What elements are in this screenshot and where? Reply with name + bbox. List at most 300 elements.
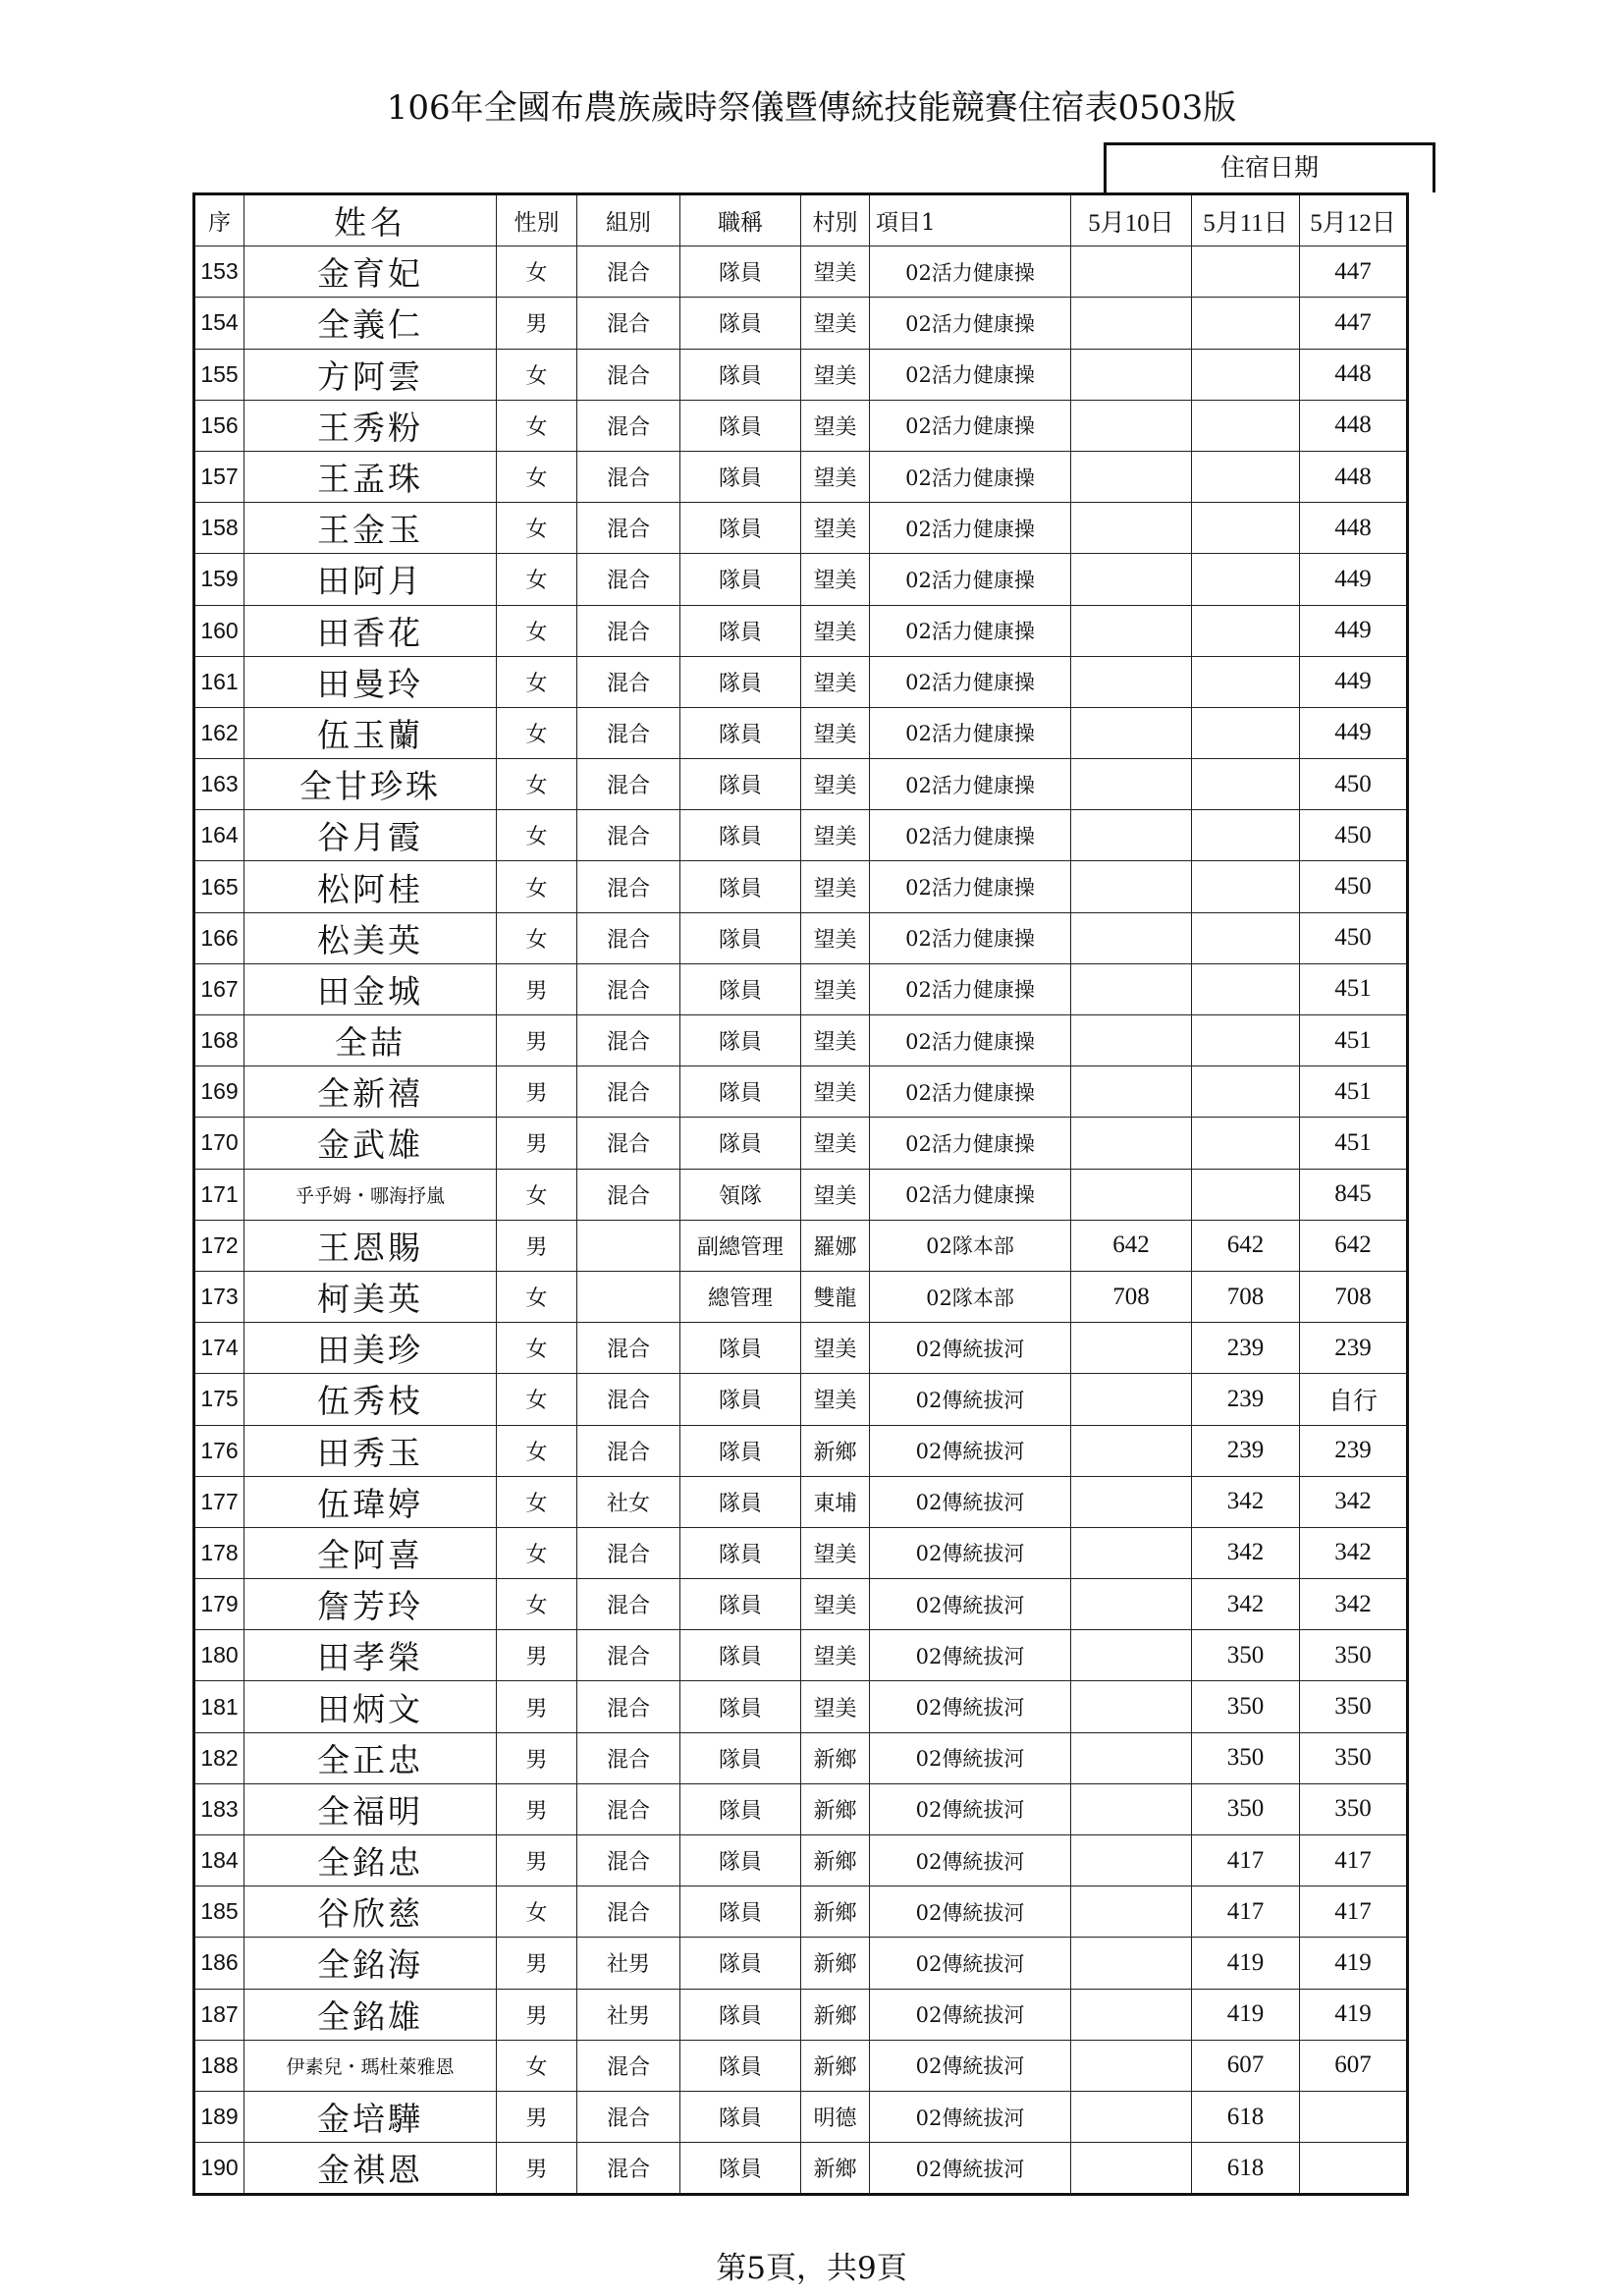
row-gender: 男 bbox=[497, 2091, 577, 2142]
table-row bbox=[194, 1271, 1408, 1322]
row-name: 全正忠 bbox=[244, 1732, 497, 1783]
row-role: 隊員 bbox=[680, 810, 801, 861]
row-group: 混合 bbox=[577, 1732, 680, 1783]
row-gender: 女 bbox=[497, 1579, 577, 1630]
row-village: 望美 bbox=[801, 1630, 870, 1681]
row-village: 望美 bbox=[801, 656, 870, 707]
row-gender: 女 bbox=[497, 1476, 577, 1527]
row-name: 田阿月 bbox=[244, 554, 497, 605]
row-seq: 171 bbox=[194, 1169, 244, 1220]
row-role: 隊員 bbox=[680, 554, 801, 605]
row-role: 隊員 bbox=[680, 246, 801, 298]
col-header-name: 姓名 bbox=[244, 194, 497, 246]
row-group: 混合 bbox=[577, 1425, 680, 1476]
row-may12: 417 bbox=[1300, 1835, 1408, 1886]
row-group: 混合 bbox=[577, 1374, 680, 1425]
row-name: 金育妃 bbox=[244, 246, 497, 298]
row-item: 02傳統拔河 bbox=[870, 1323, 1071, 1374]
table-row bbox=[194, 1066, 1408, 1118]
row-group: 混合 bbox=[577, 451, 680, 502]
row-gender: 男 bbox=[497, 298, 577, 349]
row-group: 混合 bbox=[577, 349, 680, 400]
row-group: 混合 bbox=[577, 1323, 680, 1374]
row-may11: 607 bbox=[1192, 2040, 1300, 2091]
row-may11 bbox=[1192, 963, 1300, 1014]
row-name: 金培驊 bbox=[244, 2091, 497, 2142]
row-may10 bbox=[1071, 1118, 1192, 1169]
row-may10 bbox=[1071, 1989, 1192, 2040]
row-may10 bbox=[1071, 1886, 1192, 1938]
row-may10 bbox=[1071, 1783, 1192, 1834]
row-village: 羅娜 bbox=[801, 1220, 870, 1271]
row-name: 田香花 bbox=[244, 605, 497, 656]
row-gender: 女 bbox=[497, 2040, 577, 2091]
row-village: 雙龍 bbox=[801, 1271, 870, 1322]
row-may10 bbox=[1071, 298, 1192, 349]
row-item: 02活力健康操 bbox=[870, 707, 1071, 758]
row-item: 02活力健康操 bbox=[870, 656, 1071, 707]
table-row bbox=[194, 963, 1408, 1014]
col-header-may10: 5月10日 bbox=[1071, 194, 1192, 246]
row-group: 混合 bbox=[577, 1527, 680, 1578]
row-name: 伍玉蘭 bbox=[244, 707, 497, 758]
row-gender: 女 bbox=[497, 707, 577, 758]
row-item: 02傳統拔河 bbox=[870, 2040, 1071, 2091]
row-may12: 447 bbox=[1300, 246, 1408, 298]
table-row bbox=[194, 1425, 1408, 1476]
row-role: 隊員 bbox=[680, 1579, 801, 1630]
row-may11 bbox=[1192, 246, 1300, 298]
row-gender: 男 bbox=[497, 1835, 577, 1886]
row-item: 02傳統拔河 bbox=[870, 1630, 1071, 1681]
row-group bbox=[577, 1271, 680, 1322]
row-may10 bbox=[1071, 656, 1192, 707]
row-group: 混合 bbox=[577, 1886, 680, 1938]
row-seq: 156 bbox=[194, 400, 244, 451]
row-may11: 239 bbox=[1192, 1425, 1300, 1476]
row-may12 bbox=[1300, 2091, 1408, 2142]
row-item: 02隊本部 bbox=[870, 1271, 1071, 1322]
row-may12: 448 bbox=[1300, 451, 1408, 502]
row-may11: 708 bbox=[1192, 1271, 1300, 1322]
row-seq: 175 bbox=[194, 1374, 244, 1425]
row-seq: 158 bbox=[194, 503, 244, 554]
table-row bbox=[194, 400, 1408, 451]
table-row bbox=[194, 1783, 1408, 1834]
row-name: 松美英 bbox=[244, 912, 497, 963]
row-may10 bbox=[1071, 1066, 1192, 1118]
row-name: 柯美英 bbox=[244, 1271, 497, 1322]
table-row bbox=[194, 1732, 1408, 1783]
row-may10 bbox=[1071, 861, 1192, 912]
row-item: 02傳統拔河 bbox=[870, 1527, 1071, 1578]
row-item: 02傳統拔河 bbox=[870, 2091, 1071, 2142]
row-name: 金祺恩 bbox=[244, 2143, 497, 2195]
row-seq: 161 bbox=[194, 656, 244, 707]
row-group: 混合 bbox=[577, 912, 680, 963]
row-may10 bbox=[1071, 2040, 1192, 2091]
row-item: 02活力健康操 bbox=[870, 963, 1071, 1014]
row-name: 田美珍 bbox=[244, 1323, 497, 1374]
row-seq: 166 bbox=[194, 912, 244, 963]
row-may12: 239 bbox=[1300, 1323, 1408, 1374]
row-group: 混合 bbox=[577, 1169, 680, 1220]
row-item: 02傳統拔河 bbox=[870, 1374, 1071, 1425]
row-may10 bbox=[1071, 1732, 1192, 1783]
row-gender: 女 bbox=[497, 246, 577, 298]
row-village: 望美 bbox=[801, 707, 870, 758]
table-row bbox=[194, 451, 1408, 502]
row-seq: 178 bbox=[194, 1527, 244, 1578]
row-role: 隊員 bbox=[680, 605, 801, 656]
table-row bbox=[194, 605, 1408, 656]
row-seq: 160 bbox=[194, 605, 244, 656]
row-item: 02活力健康操 bbox=[870, 861, 1071, 912]
row-role: 隊員 bbox=[680, 707, 801, 758]
row-seq: 172 bbox=[194, 1220, 244, 1271]
row-seq: 173 bbox=[194, 1271, 244, 1322]
table-row bbox=[194, 1681, 1408, 1732]
row-role: 隊員 bbox=[680, 1732, 801, 1783]
row-seq: 165 bbox=[194, 861, 244, 912]
table-row bbox=[194, 1374, 1408, 1425]
row-role: 隊員 bbox=[680, 861, 801, 912]
row-gender: 男 bbox=[497, 1783, 577, 1834]
row-village: 望美 bbox=[801, 1323, 870, 1374]
row-may11 bbox=[1192, 1169, 1300, 1220]
row-may11: 350 bbox=[1192, 1732, 1300, 1783]
row-name: 王恩賜 bbox=[244, 1220, 497, 1271]
row-name: 乎乎姆・哪海抒嵐 bbox=[244, 1169, 497, 1220]
row-role: 隊員 bbox=[680, 503, 801, 554]
row-name: 金武雄 bbox=[244, 1118, 497, 1169]
row-gender: 男 bbox=[497, 1066, 577, 1118]
row-may12 bbox=[1300, 2143, 1408, 2195]
table-row bbox=[194, 1938, 1408, 1989]
row-group: 混合 bbox=[577, 1630, 680, 1681]
col-header-group: 組別 bbox=[577, 194, 680, 246]
row-village: 明德 bbox=[801, 2091, 870, 2142]
row-village: 望美 bbox=[801, 1579, 870, 1630]
row-role: 隊員 bbox=[680, 1886, 801, 1938]
row-village: 新鄉 bbox=[801, 1425, 870, 1476]
row-may11 bbox=[1192, 503, 1300, 554]
row-name: 田金城 bbox=[244, 963, 497, 1014]
row-gender: 男 bbox=[497, 1118, 577, 1169]
row-may11 bbox=[1192, 810, 1300, 861]
row-name: 田秀玉 bbox=[244, 1425, 497, 1476]
row-gender: 女 bbox=[497, 810, 577, 861]
row-item: 02傳統拔河 bbox=[870, 1732, 1071, 1783]
row-role: 隊員 bbox=[680, 400, 801, 451]
row-name: 全甘珍珠 bbox=[244, 759, 497, 810]
row-role: 隊員 bbox=[680, 1476, 801, 1527]
row-may10 bbox=[1071, 400, 1192, 451]
row-may11: 417 bbox=[1192, 1886, 1300, 1938]
row-role: 隊員 bbox=[680, 963, 801, 1014]
row-may10 bbox=[1071, 503, 1192, 554]
row-may12: 642 bbox=[1300, 1220, 1408, 1271]
row-may10 bbox=[1071, 349, 1192, 400]
row-gender: 男 bbox=[497, 1732, 577, 1783]
row-village: 望美 bbox=[801, 1374, 870, 1425]
row-gender: 女 bbox=[497, 451, 577, 502]
row-group: 混合 bbox=[577, 656, 680, 707]
row-name: 田孝榮 bbox=[244, 1630, 497, 1681]
row-may11 bbox=[1192, 298, 1300, 349]
row-may11 bbox=[1192, 451, 1300, 502]
row-item: 02傳統拔河 bbox=[870, 1681, 1071, 1732]
table-row bbox=[194, 1989, 1408, 2040]
row-group: 混合 bbox=[577, 707, 680, 758]
row-group: 混合 bbox=[577, 554, 680, 605]
row-may12: 451 bbox=[1300, 1066, 1408, 1118]
row-may12: 450 bbox=[1300, 912, 1408, 963]
row-seq: 170 bbox=[194, 1118, 244, 1169]
row-gender: 女 bbox=[497, 1886, 577, 1938]
row-gender: 女 bbox=[497, 605, 577, 656]
row-group: 混合 bbox=[577, 1681, 680, 1732]
row-name: 全新禧 bbox=[244, 1066, 497, 1118]
row-may11 bbox=[1192, 656, 1300, 707]
table-row bbox=[194, 1835, 1408, 1886]
row-may11 bbox=[1192, 707, 1300, 758]
row-seq: 181 bbox=[194, 1681, 244, 1732]
row-item: 02傳統拔河 bbox=[870, 2143, 1071, 2195]
row-seq: 182 bbox=[194, 1732, 244, 1783]
row-gender: 男 bbox=[497, 1938, 577, 1989]
row-name: 全阿喜 bbox=[244, 1527, 497, 1578]
row-group: 混合 bbox=[577, 1015, 680, 1066]
row-may10 bbox=[1071, 810, 1192, 861]
row-role: 總管理 bbox=[680, 1271, 801, 1322]
table-row bbox=[194, 759, 1408, 810]
row-village: 望美 bbox=[801, 554, 870, 605]
row-role: 隊員 bbox=[680, 1527, 801, 1578]
row-seq: 185 bbox=[194, 1886, 244, 1938]
row-village: 望美 bbox=[801, 246, 870, 298]
table-row bbox=[194, 1527, 1408, 1578]
row-may12: 自行 bbox=[1300, 1374, 1408, 1425]
row-village: 望美 bbox=[801, 810, 870, 861]
row-seq: 176 bbox=[194, 1425, 244, 1476]
row-role: 隊員 bbox=[680, 1835, 801, 1886]
row-may11 bbox=[1192, 400, 1300, 451]
row-may12: 350 bbox=[1300, 1783, 1408, 1834]
row-may10: 708 bbox=[1071, 1271, 1192, 1322]
row-may11: 618 bbox=[1192, 2091, 1300, 2142]
row-village: 望美 bbox=[801, 1169, 870, 1220]
table-row bbox=[194, 1579, 1408, 1630]
row-may10 bbox=[1071, 1527, 1192, 1578]
row-role: 隊員 bbox=[680, 349, 801, 400]
row-may11 bbox=[1192, 605, 1300, 656]
row-item: 02活力健康操 bbox=[870, 554, 1071, 605]
row-item: 02活力健康操 bbox=[870, 349, 1071, 400]
row-role: 隊員 bbox=[680, 1323, 801, 1374]
row-name: 谷月霞 bbox=[244, 810, 497, 861]
row-group: 混合 bbox=[577, 246, 680, 298]
row-may10 bbox=[1071, 707, 1192, 758]
row-may12: 607 bbox=[1300, 2040, 1408, 2091]
row-village: 望美 bbox=[801, 1066, 870, 1118]
row-role: 隊員 bbox=[680, 1118, 801, 1169]
row-village: 望美 bbox=[801, 963, 870, 1014]
row-group: 混合 bbox=[577, 1118, 680, 1169]
row-seq: 177 bbox=[194, 1476, 244, 1527]
row-name: 伍瑋婷 bbox=[244, 1476, 497, 1527]
row-role: 隊員 bbox=[680, 759, 801, 810]
row-seq: 154 bbox=[194, 298, 244, 349]
row-may12: 239 bbox=[1300, 1425, 1408, 1476]
row-village: 望美 bbox=[801, 861, 870, 912]
row-gender: 女 bbox=[497, 1374, 577, 1425]
row-gender: 女 bbox=[497, 400, 577, 451]
row-name: 全銘雄 bbox=[244, 1989, 497, 2040]
row-item: 02傳統拔河 bbox=[870, 1886, 1071, 1938]
table-row bbox=[194, 1220, 1408, 1271]
row-may12: 451 bbox=[1300, 1015, 1408, 1066]
row-may11 bbox=[1192, 912, 1300, 963]
row-item: 02傳統拔河 bbox=[870, 1476, 1071, 1527]
table-row bbox=[194, 349, 1408, 400]
row-role: 隊員 bbox=[680, 451, 801, 502]
row-seq: 163 bbox=[194, 759, 244, 810]
row-name: 田曼玲 bbox=[244, 656, 497, 707]
row-seq: 168 bbox=[194, 1015, 244, 1066]
row-group: 混合 bbox=[577, 503, 680, 554]
row-may10 bbox=[1071, 1476, 1192, 1527]
row-village: 新鄉 bbox=[801, 2143, 870, 2195]
table-row bbox=[194, 1323, 1408, 1374]
row-village: 望美 bbox=[801, 1527, 870, 1578]
row-gender: 女 bbox=[497, 1271, 577, 1322]
row-item: 02活力健康操 bbox=[870, 503, 1071, 554]
row-gender: 女 bbox=[497, 554, 577, 605]
accommodation-table bbox=[192, 192, 1409, 2196]
row-may10 bbox=[1071, 2143, 1192, 2195]
table-row bbox=[194, 912, 1408, 963]
table-row bbox=[194, 554, 1408, 605]
row-village: 望美 bbox=[801, 605, 870, 656]
row-gender: 女 bbox=[497, 1527, 577, 1578]
row-item: 02活力健康操 bbox=[870, 400, 1071, 451]
row-gender: 女 bbox=[497, 861, 577, 912]
row-may11 bbox=[1192, 1015, 1300, 1066]
row-village: 新鄉 bbox=[801, 2040, 870, 2091]
row-role: 領隊 bbox=[680, 1169, 801, 1220]
table-row bbox=[194, 656, 1408, 707]
row-village: 望美 bbox=[801, 298, 870, 349]
row-item: 02活力健康操 bbox=[870, 451, 1071, 502]
row-group: 混合 bbox=[577, 861, 680, 912]
row-item: 02傳統拔河 bbox=[870, 1579, 1071, 1630]
row-seq: 187 bbox=[194, 1989, 244, 2040]
row-name: 谷欣慈 bbox=[244, 1886, 497, 1938]
row-may11: 239 bbox=[1192, 1374, 1300, 1425]
row-may10: 642 bbox=[1071, 1220, 1192, 1271]
row-may12: 419 bbox=[1300, 1989, 1408, 2040]
row-village: 新鄉 bbox=[801, 1989, 870, 2040]
table-row bbox=[194, 861, 1408, 912]
table-row bbox=[194, 2040, 1408, 2091]
row-role: 隊員 bbox=[680, 656, 801, 707]
row-group: 混合 bbox=[577, 2143, 680, 2195]
row-gender: 男 bbox=[497, 1989, 577, 2040]
row-may10 bbox=[1071, 1630, 1192, 1681]
row-may12: 450 bbox=[1300, 759, 1408, 810]
row-item: 02傳統拔河 bbox=[870, 1425, 1071, 1476]
row-item: 02傳統拔河 bbox=[870, 1835, 1071, 1886]
row-group: 混合 bbox=[577, 1783, 680, 1834]
row-name: 田炳文 bbox=[244, 1681, 497, 1732]
row-gender: 女 bbox=[497, 1169, 577, 1220]
row-may11 bbox=[1192, 861, 1300, 912]
row-item: 02活力健康操 bbox=[870, 1118, 1071, 1169]
row-item: 02活力健康操 bbox=[870, 246, 1071, 298]
row-name: 王金玉 bbox=[244, 503, 497, 554]
row-may10 bbox=[1071, 554, 1192, 605]
row-may11 bbox=[1192, 1066, 1300, 1118]
row-name: 王秀粉 bbox=[244, 400, 497, 451]
row-seq: 157 bbox=[194, 451, 244, 502]
table-row bbox=[194, 1630, 1408, 1681]
row-group: 混合 bbox=[577, 2091, 680, 2142]
row-may11: 350 bbox=[1192, 1681, 1300, 1732]
row-village: 東埔 bbox=[801, 1476, 870, 1527]
row-may12: 350 bbox=[1300, 1681, 1408, 1732]
row-village: 望美 bbox=[801, 759, 870, 810]
row-role: 隊員 bbox=[680, 1989, 801, 2040]
page-number: 第5頁，共9頁 bbox=[716, 2251, 907, 2286]
row-may10 bbox=[1071, 759, 1192, 810]
row-item: 02活力健康操 bbox=[870, 298, 1071, 349]
row-may12: 342 bbox=[1300, 1476, 1408, 1527]
row-may10 bbox=[1071, 963, 1192, 1014]
row-village: 新鄉 bbox=[801, 1783, 870, 1834]
row-gender: 女 bbox=[497, 1425, 577, 1476]
table-row bbox=[194, 810, 1408, 861]
row-seq: 190 bbox=[194, 2143, 244, 2195]
row-role: 隊員 bbox=[680, 1630, 801, 1681]
row-group: 混合 bbox=[577, 605, 680, 656]
row-village: 望美 bbox=[801, 1681, 870, 1732]
row-may11: 417 bbox=[1192, 1835, 1300, 1886]
table-row bbox=[194, 1886, 1408, 1938]
row-item: 02活力健康操 bbox=[870, 605, 1071, 656]
row-gender: 男 bbox=[497, 963, 577, 1014]
row-may12: 350 bbox=[1300, 1732, 1408, 1783]
row-may11: 239 bbox=[1192, 1323, 1300, 1374]
row-item: 02隊本部 bbox=[870, 1220, 1071, 1271]
row-role: 隊員 bbox=[680, 1425, 801, 1476]
row-may12: 450 bbox=[1300, 810, 1408, 861]
row-may10 bbox=[1071, 1835, 1192, 1886]
row-gender: 女 bbox=[497, 349, 577, 400]
row-name: 全銘忠 bbox=[244, 1835, 497, 1886]
row-seq: 167 bbox=[194, 963, 244, 1014]
row-item: 02活力健康操 bbox=[870, 912, 1071, 963]
table-header-row bbox=[194, 194, 1408, 246]
row-gender: 女 bbox=[497, 759, 577, 810]
table-row bbox=[194, 1015, 1408, 1066]
row-may12: 449 bbox=[1300, 707, 1408, 758]
row-may12: 417 bbox=[1300, 1886, 1408, 1938]
row-village: 望美 bbox=[801, 451, 870, 502]
row-name: 全銘海 bbox=[244, 1938, 497, 1989]
row-may10 bbox=[1071, 605, 1192, 656]
row-may11 bbox=[1192, 1118, 1300, 1169]
